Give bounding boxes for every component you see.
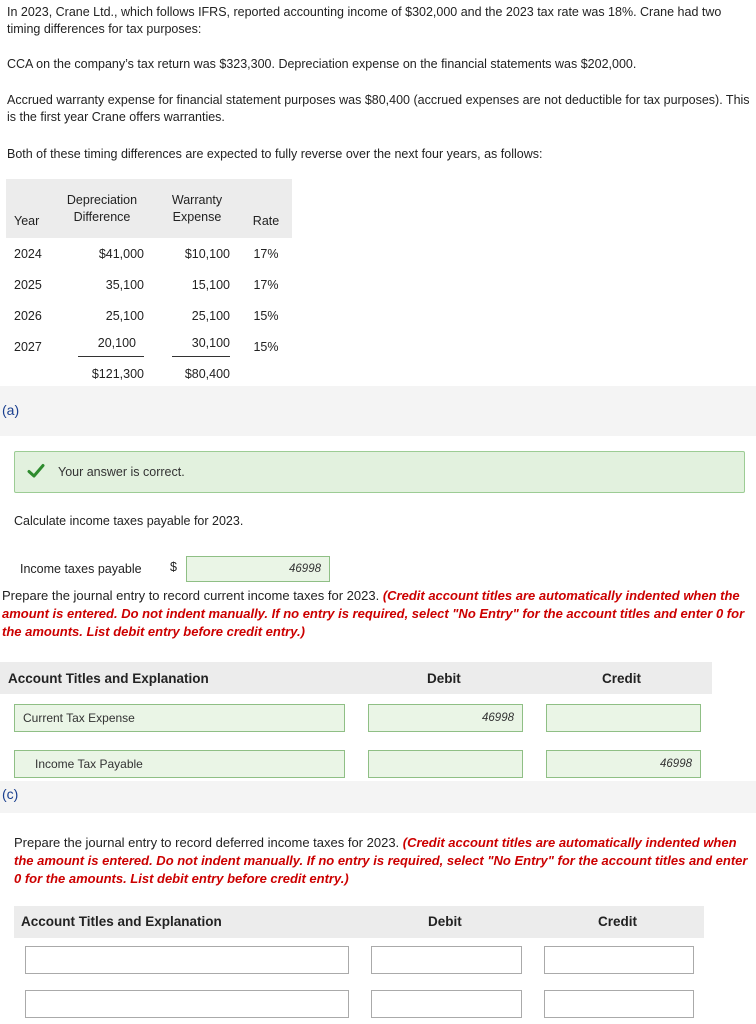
part-c-header-account: Account Titles and Explanation [21,914,222,929]
row-rate: 15% [253,308,279,323]
journal-c-row1-credit[interactable] [544,946,694,974]
problem-warranty: Accrued warranty expense for financial statement purposes was $80,400 (accrued expenses are not deductible for tax purposes). This is the first year Crane offers warranties. [7,93,750,124]
total-war: $80,400 [185,367,230,389]
row-year: 2026 [14,308,42,323]
problem-reverse: Both of these timing differences are expected to fully reverse over the next four years, as follows: [7,147,543,161]
journal-c-row2-debit[interactable] [371,990,522,1018]
col-warranty-line1: Warranty [171,192,223,207]
col-depreciation [50,179,154,238]
part-c-instruction-red: (Credit account titles are automatically indented when the amount is entered. Do not indent manually. If no entry is required, select "No Entry" for the account titles and enter 0 for the amounts. List debit entry before credit entry.) [14,835,748,886]
journal-c-row2-account[interactable] [25,990,349,1018]
table-row [6,269,292,300]
income-taxes-payable-label: Income taxes payable [20,562,142,576]
part-b-instruction-red: (Credit account titles are automatically indented when the amount is entered. Do not indent manually. If no entry is required, select "No Entry" for the account titles and enter 0 for the amounts. List debit entry before credit entry.) [2,588,745,639]
col-year: Year [6,179,50,238]
problem-cca: CCA on the company’s tax return was $323,300. Depreciation expense on the financial statements was $202,000. [7,57,637,71]
problem-intro: In 2023, Crane Ltd., which follows IFRS, reported accounting income of $302,000 and the 2023 tax rate was 18%. Crane had two timing differences for tax purposes: [7,5,722,36]
row-rate: 15% [253,339,279,354]
journal-b-row2-debit[interactable] [368,750,523,778]
row-dep: 35,100 [105,277,144,292]
row-dep: $41,000 [98,246,144,261]
row-rate: 17% [253,277,279,292]
journal-b-row1-debit-value: 46998 [482,712,514,724]
check-icon [27,462,45,480]
journal-b-row2-account-text: Income Tax Payable [35,757,143,771]
correct-answer-banner [14,451,745,493]
journal-b-row1-account[interactable] [14,704,345,732]
journal-b-row1-debit[interactable] [368,704,523,732]
part-c-instruction [14,834,754,888]
table-row [6,331,292,362]
correct-answer-text: Your answer is correct. [58,465,185,479]
journal-b-row2-account[interactable] [14,750,345,778]
journal-c-row2-credit[interactable] [544,990,694,1018]
journal-b-row1-account-text: Current Tax Expense [23,711,135,725]
row-year: 2025 [14,277,42,292]
col-warranty-line2: Expense [172,209,222,224]
part-b-header-account: Account Titles and Explanation [8,671,209,686]
row-year: 2027 [14,339,42,354]
journal-b-row2-credit-value: 46998 [660,758,692,770]
row-dep: 20,100 [78,336,144,357]
row-year: 2024 [14,246,42,261]
part-a-band [0,386,756,436]
part-c-header-debit: Debit [428,914,462,929]
col-depreciation-line2: Difference [73,209,131,224]
part-a-label: (a) [2,402,20,418]
row-war: 30,100 [172,336,230,357]
row-war: 15,100 [191,277,230,292]
part-b-header-credit: Credit [602,671,642,686]
currency-symbol: $ [170,560,177,574]
part-a-question: Calculate income taxes payable for 2023. [14,514,244,528]
journal-b-row1-credit[interactable] [546,704,701,732]
col-warranty [154,179,240,238]
part-b-instruction [2,587,756,641]
part-b-header-debit: Debit [427,671,461,686]
row-war: 25,100 [191,308,230,323]
journal-b-row2-credit[interactable] [546,750,701,778]
journal-c-row1-debit[interactable] [371,946,522,974]
total-dep: $121,300 [92,367,144,389]
table-row [6,238,292,269]
part-c-label: (c) [2,786,19,802]
part-c-band [0,781,756,813]
part-c-header-credit: Credit [598,914,638,929]
part-b-instruction-plain: Prepare the journal entry to record current income taxes for 2023. [2,588,383,603]
row-dep: 25,100 [105,308,144,323]
journal-c-row1-account[interactable] [25,946,349,974]
table-row [6,300,292,331]
income-taxes-payable-input[interactable] [186,556,330,582]
income-taxes-payable-value: 46998 [289,563,321,575]
row-rate: 17% [253,246,279,261]
part-c-instruction-plain: Prepare the journal entry to record deferred income taxes for 2023. [14,835,403,850]
col-rate: Rate [240,179,292,238]
reversal-schedule-table [6,179,292,393]
col-depreciation-line1: Depreciation [66,192,138,207]
row-war: $10,100 [184,246,230,261]
